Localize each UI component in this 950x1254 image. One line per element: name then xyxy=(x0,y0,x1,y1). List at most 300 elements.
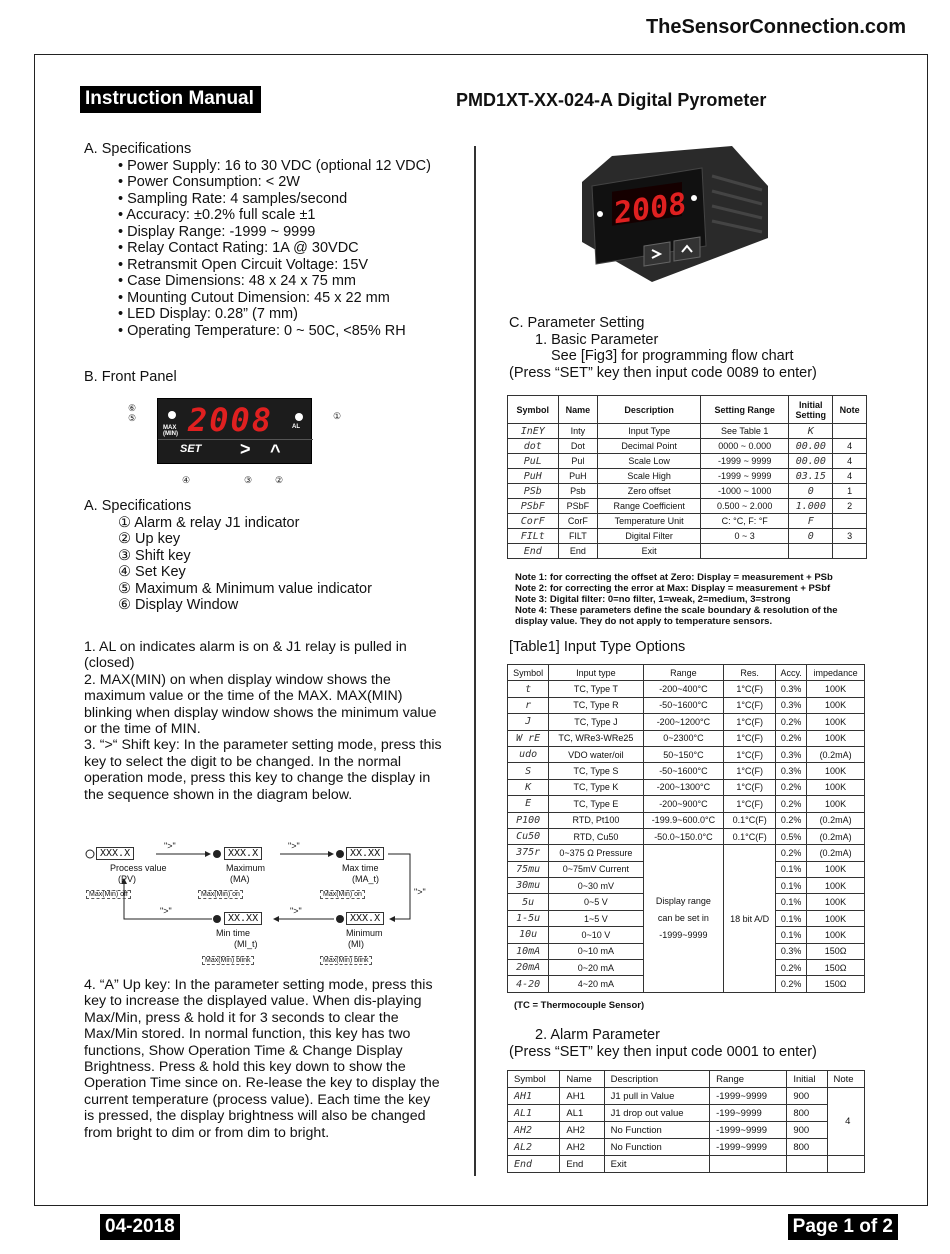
table-header: Symbol xyxy=(508,396,559,424)
table-cell: End xyxy=(558,544,598,559)
legend-item: ⑤ Maximum & Minimum value indicator xyxy=(118,580,372,597)
table-cell: RTD, Cu50 xyxy=(549,828,643,844)
table-cell: 100K xyxy=(807,910,865,926)
flow-label: (MI) xyxy=(348,939,364,949)
table-cell: -1000 ~ 1000 xyxy=(701,484,789,499)
spec-item: • LED Display: 0.28” (7 mm) xyxy=(118,306,298,322)
legend-item: ⑥ Display Window xyxy=(118,597,239,613)
table-cell: 0.3% xyxy=(776,746,807,762)
table-row xyxy=(508,529,867,544)
table-cell: TC, Type K xyxy=(549,779,643,795)
table-cell: 0~375 Ω Pressure xyxy=(549,845,643,861)
flow-label: Max time xyxy=(342,863,379,873)
table-cell: 1°C(F) xyxy=(724,714,776,730)
table-row xyxy=(508,714,865,730)
table-cell: 800 xyxy=(787,1105,827,1122)
table-cell: AH2 xyxy=(560,1139,604,1156)
table-cell: 5u xyxy=(508,894,549,910)
table-cell: Cu50 xyxy=(508,828,549,844)
param-note: Note 3: Digital filter: 0=no filter, 1=weak, 2=medium, 3=strong xyxy=(515,594,791,605)
table-cell: Input Type xyxy=(598,424,701,439)
table-cell: TC, Type J xyxy=(549,714,643,730)
maxmin-indicator-icon xyxy=(168,411,176,419)
table-header: Name xyxy=(560,1071,604,1088)
table-cell: 1°C(F) xyxy=(724,697,776,713)
table-row xyxy=(508,828,865,844)
table-cell: 4 xyxy=(833,469,867,484)
table-cell: AH1 xyxy=(560,1088,604,1105)
table-cell: Pul xyxy=(558,454,598,469)
table-cell: PuH xyxy=(558,469,598,484)
table-header: Setting Range xyxy=(701,396,789,424)
table-header: Symbol xyxy=(508,1071,560,1088)
table-cell: 100K xyxy=(807,763,865,779)
panel-separator xyxy=(158,439,313,440)
table-cell: CorF xyxy=(558,514,598,529)
table-cell: 0.500 ~ 2.000 xyxy=(701,499,789,514)
specifications-section xyxy=(84,141,464,339)
table-cell: 1°C(F) xyxy=(724,763,776,779)
table-cell: 0.1% xyxy=(776,894,807,910)
table-cell: -200~1200°C xyxy=(643,714,724,730)
legend-heading: A. Specifications xyxy=(84,498,192,514)
callout-6: ⑥ xyxy=(128,403,137,413)
table-cell: J1 drop out value xyxy=(604,1105,709,1122)
callout-4: ④ xyxy=(182,475,191,485)
table-cell xyxy=(827,1156,865,1173)
table-row xyxy=(508,424,867,439)
table-cell: 0.1% xyxy=(776,927,807,943)
date-badge: 04-2018 xyxy=(100,1214,180,1240)
table-cell: 100K xyxy=(807,927,865,943)
table-cell: 0~2300°C xyxy=(643,730,724,746)
table-cell: -1999~9999 xyxy=(710,1088,787,1105)
table-cell: K xyxy=(508,779,549,795)
flow-box-pv: XXX.X xyxy=(96,847,134,860)
table-cell: (0.2mA) xyxy=(807,845,865,861)
table-cell: udo xyxy=(508,746,549,762)
table-cell: -200~1300°C xyxy=(643,779,724,795)
table-cell: 1°C(F) xyxy=(724,796,776,812)
table-cell: 375r xyxy=(508,845,549,861)
table-cell: -1999~9999 xyxy=(710,1122,787,1139)
flow-maxmin-status: Max(Min) off xyxy=(86,890,131,899)
alarm-indicator-icon xyxy=(295,413,303,421)
table-cell: -200~900°C xyxy=(643,796,724,812)
table-cell xyxy=(833,544,867,559)
table-cell: Range Coefficient xyxy=(598,499,701,514)
table-cell: 0.2% xyxy=(776,714,807,730)
table-cell: 0.1% xyxy=(776,878,807,894)
table-cell: 100K xyxy=(807,697,865,713)
flow-box-min: XXX.X xyxy=(346,912,384,925)
table-cell: 00.00 xyxy=(789,454,833,469)
table-cell: -50.0~150.0°C xyxy=(643,828,724,844)
spec-item: • Sampling Rate: 4 samples/second xyxy=(118,190,348,207)
table-cell: 0 xyxy=(789,484,833,499)
table-cell: r xyxy=(508,697,549,713)
table-cell: No Function xyxy=(604,1139,709,1156)
table-header: Range xyxy=(643,665,724,681)
callout-2: ② xyxy=(275,475,284,485)
table-cell: Temperature Unit xyxy=(598,514,701,529)
table-cell: Scale High xyxy=(598,469,701,484)
table-cell: VDO water/oil xyxy=(549,746,643,762)
flow-label: Process value xyxy=(110,863,167,873)
product-photo xyxy=(582,146,772,282)
table-cell: TC, WRe3-WRe25 xyxy=(549,730,643,746)
table-cell: 1 xyxy=(833,484,867,499)
flow-box-max-time: XX.XX xyxy=(346,847,384,860)
table-cell: 0000 ~ 0.000 xyxy=(701,439,789,454)
press-set-text: (Press “SET” key then input code 0089 to enter) xyxy=(509,364,817,381)
flow-arrow-label: ">" xyxy=(290,906,302,916)
table-cell: 0.2% xyxy=(776,779,807,795)
table-cell: 1-5u xyxy=(508,910,549,926)
shift-key[interactable]: > xyxy=(240,439,251,459)
note-2: 2. MAX(MIN) on when display window shows the maximum value or the time of the MAX. MAX(MIN) blinking when display window shows the minimum value or the time of MIN. xyxy=(84,671,437,738)
manual-badge: Instruction Manual xyxy=(80,86,261,113)
front-panel-image xyxy=(157,398,312,464)
up-key[interactable]: ^ xyxy=(270,441,281,461)
callout-5: ⑤ xyxy=(128,413,137,423)
table-cell: PSbF xyxy=(558,499,598,514)
table-cell: Exit xyxy=(598,544,701,559)
table-header: Name xyxy=(558,396,598,424)
table-header: Symbol xyxy=(508,665,549,681)
table-cell: 100K xyxy=(807,779,865,795)
spec-item: • Mounting Cutout Dimension: 45 x 22 mm xyxy=(118,289,390,306)
table-cell: AH2 xyxy=(508,1122,560,1139)
table-cell: (0.2mA) xyxy=(807,746,865,762)
table-cell xyxy=(833,514,867,529)
table-cell: 900 xyxy=(787,1122,827,1139)
table-cell: 0.2% xyxy=(776,976,807,992)
table-row xyxy=(508,1139,865,1156)
table-cell: 4 xyxy=(833,454,867,469)
table-header: Note xyxy=(827,1071,865,1088)
table-cell: J1 pull in Value xyxy=(604,1088,709,1105)
table-row xyxy=(508,544,867,559)
table-cell: AL1 xyxy=(560,1105,604,1122)
flow-box-max: XXX.X xyxy=(224,847,262,860)
input-type-table xyxy=(507,664,865,993)
table-cell: FILt xyxy=(508,529,559,544)
table-cell: PSbF xyxy=(508,499,559,514)
table-cell: 0~5 V xyxy=(549,894,643,910)
table-cell: 75mu xyxy=(508,861,549,877)
legend-item: ② Up key xyxy=(118,531,181,547)
table-cell: AH2 xyxy=(560,1122,604,1139)
table-cell xyxy=(701,544,789,559)
table-cell: PuL xyxy=(508,454,559,469)
table-cell: 0.2% xyxy=(776,845,807,861)
table-cell: 0.5% xyxy=(776,828,807,844)
flow-arrow-label: ">" xyxy=(160,906,172,916)
table-cell: 100K xyxy=(807,730,865,746)
table-cell: -50~1600°C xyxy=(643,763,724,779)
table-cell: Zero offset xyxy=(598,484,701,499)
table-cell: End xyxy=(508,544,559,559)
table-cell: 0.1°C(F) xyxy=(724,812,776,828)
alarm-section xyxy=(509,1027,869,1060)
table-cell: (0.2mA) xyxy=(807,828,865,844)
table-header-row xyxy=(508,396,867,424)
table-cell: 1°C(F) xyxy=(724,681,776,697)
table-cell: PuH xyxy=(508,469,559,484)
photo-led-text: 2008 xyxy=(614,186,687,232)
flow-box-min-time: XX.XX xyxy=(224,912,262,925)
table-cell: J xyxy=(508,714,549,730)
table-row xyxy=(508,681,865,697)
flow-label: (MA_t) xyxy=(352,874,379,884)
flow-label: Minimum xyxy=(346,928,383,938)
table-cell: 4-20 xyxy=(508,976,549,992)
callout-3: ③ xyxy=(244,475,253,485)
spec-item: • Power Consumption: < 2W xyxy=(118,174,300,190)
specifications-heading: A. Specifications xyxy=(84,141,192,157)
table-cell: K xyxy=(789,424,833,439)
table-cell: 0.3% xyxy=(776,943,807,959)
table-cell: 0.1°C(F) xyxy=(724,828,776,844)
table-cell: AH1 xyxy=(508,1088,560,1105)
parameter-heading: C. Parameter Setting xyxy=(509,315,645,331)
table-cell: -1999 ~ 9999 xyxy=(701,454,789,469)
table-cell: 100K xyxy=(807,894,865,910)
spec-item: • Retransmit Open Circuit Voltage: 15V xyxy=(118,256,369,273)
param-note: Note 1: for correcting the offset at Zero: Display = measurement + PSb xyxy=(515,572,833,583)
note-1: 1. AL on indicates alarm is on & J1 relay is pulled in (closed) xyxy=(84,639,407,672)
table-cell: 0.1% xyxy=(776,910,807,926)
table-cell: 100K xyxy=(807,878,865,894)
table-cell: FILT xyxy=(558,529,598,544)
table-cell: -199~9999 xyxy=(710,1105,787,1122)
note-4: 4. “A” Up key: In the parameter setting mode, press this key to increase the displayed value. When dis-playing Max/Min, press & hold it for 3 seconds to clear the Max/Min stored. In normal function, this key has two functions, Show Operation Time & Change Display Brightness. Press & hold this key down to show the Operation Time since on. Re-lease the key to display the current temperature (process value). Each time the key is pressed, the display brightness will also be changed from bright to dim or from dim to bright. xyxy=(84,977,440,1141)
spec-item: • Display Range: -1999 ~ 9999 xyxy=(118,223,316,240)
table-header: Initial Setting xyxy=(789,396,833,424)
table-cell: RTD, Pt100 xyxy=(549,812,643,828)
table-cell: InEY xyxy=(508,424,559,439)
table-cell: 3 xyxy=(833,529,867,544)
table-cell: See Table 1 xyxy=(701,424,789,439)
table-cell: 0.3% xyxy=(776,681,807,697)
table-cell: 1°C(F) xyxy=(724,746,776,762)
table-cell: 0 xyxy=(789,529,833,544)
alarm-parameter-table xyxy=(507,1070,865,1173)
table-cell: TC, Type R xyxy=(549,697,643,713)
parameter-notes xyxy=(511,572,851,627)
table-row xyxy=(508,469,867,484)
flow-maxmin-status: Max(Min) blink xyxy=(320,956,372,965)
table-cell: 1°C(F) xyxy=(724,730,776,746)
table-row xyxy=(508,1105,865,1122)
flow-label: Min time xyxy=(216,928,251,938)
table-cell: 100K xyxy=(807,861,865,877)
legend-section xyxy=(84,498,464,614)
alarm-heading: 2. Alarm Parameter xyxy=(535,1027,660,1043)
merged-range-cell xyxy=(643,845,724,993)
merged-range-line: Display range xyxy=(655,896,711,907)
table-cell: W rE xyxy=(508,730,549,746)
legend-item: ④ Set Key xyxy=(118,564,186,580)
table-cell: PSb xyxy=(508,484,559,499)
flow-label: Maximum xyxy=(226,863,266,873)
site-name: TheSensorConnection.com xyxy=(645,16,906,38)
callout-1: ① xyxy=(333,411,342,421)
table-cell: 0.2% xyxy=(776,730,807,746)
table-cell: 30mu xyxy=(508,878,549,894)
param-note: Note 4: These parameters define the scale boundary & resolution of the display value. They do not apply to temperature sensors. xyxy=(515,605,838,627)
table-header: impedance xyxy=(807,665,865,681)
table-cell: 0.2% xyxy=(776,796,807,812)
table-cell: 100K xyxy=(807,796,865,812)
table-cell: C: °C, F: °F xyxy=(701,514,789,529)
table-cell: (0.2mA) xyxy=(807,812,865,828)
table-cell: -200~400°C xyxy=(643,681,724,697)
table-cell: 50~150°C xyxy=(643,746,724,762)
legend-item: ① Alarm & relay J1 indicator xyxy=(118,514,300,531)
table-row xyxy=(508,514,867,529)
table-cell: E xyxy=(508,796,549,812)
merged-range-line: -1999~9999 xyxy=(659,930,708,941)
merged-range-line: can be set in xyxy=(657,913,709,924)
note-3: 3. “>“ Shift key: In the parameter setting mode, press this key to select the digit to be changed. In the normal operation mode, press this key to change the display in the sequence shown in the diagram below. xyxy=(84,737,442,803)
table-row xyxy=(508,697,865,713)
table-cell: 0~20 mA xyxy=(549,960,643,976)
table-header: Input type xyxy=(549,665,643,681)
table-cell: 0~10 V xyxy=(549,927,643,943)
table-cell: F xyxy=(789,514,833,529)
table-cell: t xyxy=(508,681,549,697)
table-row xyxy=(508,779,865,795)
table-row xyxy=(508,763,865,779)
table-cell: End xyxy=(508,1156,560,1173)
table-cell: S xyxy=(508,763,549,779)
table-cell: Digital Filter xyxy=(598,529,701,544)
table-header-row xyxy=(508,665,865,681)
table-cell xyxy=(789,544,833,559)
flow-label: (PV) xyxy=(118,874,136,884)
table-cell: 150Ω xyxy=(807,976,865,992)
table-header-row xyxy=(508,1071,865,1088)
notes-block xyxy=(84,639,444,803)
flow-arrow-label: ">" xyxy=(414,887,426,897)
table-cell: 4 xyxy=(833,439,867,454)
table-cell: dot xyxy=(508,439,559,454)
table-cell: TC, Type T xyxy=(549,681,643,697)
table-row xyxy=(508,730,865,746)
table-cell: No Function xyxy=(604,1122,709,1139)
table-cell: 00.00 xyxy=(789,439,833,454)
table-cell: -199.9~600.0°C xyxy=(643,812,724,828)
table-row xyxy=(508,746,865,762)
table-cell: 2 xyxy=(833,499,867,514)
table-cell: CorF xyxy=(508,514,559,529)
see-fig-text: See [Fig3] for programming flow chart xyxy=(551,348,794,364)
table-cell: AL1 xyxy=(508,1105,560,1122)
table-row xyxy=(508,796,865,812)
set-key[interactable]: SET xyxy=(180,443,202,455)
spec-item: • Accuracy: ±0.2% full scale ±1 xyxy=(118,207,316,223)
table-cell: End xyxy=(560,1156,604,1173)
flow-maxmin-status: Max(Min) on xyxy=(320,890,365,899)
table1-heading: [Table1] Input Type Options xyxy=(509,639,686,655)
table-cell: -1999 ~ 9999 xyxy=(701,469,789,484)
table-cell: 150Ω xyxy=(807,943,865,959)
table-cell: 0.2% xyxy=(776,960,807,976)
spec-item: • Power Supply: 16 to 30 VDC (optional 12 VDC) xyxy=(118,157,431,174)
flow-label: (MA) xyxy=(230,874,250,884)
spec-item: • Operating Temperature: 0 ~ 50C, <85% RH xyxy=(118,322,406,339)
table-header: Initial xyxy=(787,1071,827,1088)
parameter-section xyxy=(509,315,869,381)
table-cell xyxy=(833,424,867,439)
table-row xyxy=(508,454,867,469)
flow-maxmin-status: Max(Min) on xyxy=(198,890,243,899)
spec-item: • Relay Contact Rating: 1A @ 30VDC xyxy=(118,240,359,256)
column-divider xyxy=(474,146,476,1176)
table-header: Description xyxy=(598,396,701,424)
tc-footnote: (TC = Thermocouple Sensor) xyxy=(514,1000,645,1011)
display-sequence-diagram xyxy=(84,835,444,973)
flow-label: (MI_t) xyxy=(234,939,258,949)
table-cell: 0~30 mV xyxy=(549,878,643,894)
table-cell: 20mA xyxy=(508,960,549,976)
table-cell: AL2 xyxy=(508,1139,560,1156)
table-header: Description xyxy=(604,1071,709,1088)
table-cell: -50~1600°C xyxy=(643,697,724,713)
table-cell: 1°C(F) xyxy=(724,779,776,795)
table-cell: Decimal Point xyxy=(598,439,701,454)
table-cell: 0.2% xyxy=(776,812,807,828)
table-cell: -1999~9999 xyxy=(710,1139,787,1156)
led-display: 2008 xyxy=(188,401,274,439)
alarm-note-cell: 4 xyxy=(827,1088,865,1156)
table-cell: 10mA xyxy=(508,943,549,959)
table-cell: 900 xyxy=(787,1088,827,1105)
table-cell: Scale Low xyxy=(598,454,701,469)
table-cell: 10u xyxy=(508,927,549,943)
document-title: PMD1XT-XX-024-A Digital Pyrometer xyxy=(456,90,767,110)
table-cell: Dot xyxy=(558,439,598,454)
basic-parameter-heading: 1. Basic Parameter xyxy=(535,331,659,348)
table-cell: 4~20 mA xyxy=(549,976,643,992)
flow-arrows xyxy=(84,835,444,973)
param-note: Note 2: for correcting the error at Max: Display = measurement + PSbf xyxy=(515,583,831,594)
table-row xyxy=(508,439,867,454)
table-row xyxy=(508,812,865,828)
table-cell: TC, Type E xyxy=(549,796,643,812)
table-header: Range xyxy=(710,1071,787,1088)
table-row xyxy=(508,1088,865,1105)
alarm-press-text: (Press “SET” key then input code 0001 to enter) xyxy=(509,1043,817,1060)
table-row xyxy=(508,845,865,861)
table-cell: 0.3% xyxy=(776,763,807,779)
table-cell: 0~75mV Current xyxy=(549,861,643,877)
table-cell: Exit xyxy=(604,1156,709,1173)
table-cell xyxy=(710,1156,787,1173)
table-cell: 100K xyxy=(807,681,865,697)
table-cell: 03.15 xyxy=(789,469,833,484)
flow-arrow-label: ">" xyxy=(164,841,176,851)
table-row xyxy=(508,1156,865,1173)
table-header: Note xyxy=(833,396,867,424)
table-cell: 0 ~ 3 xyxy=(701,529,789,544)
table-cell: TC, Type S xyxy=(549,763,643,779)
maxmin-label: MAX (MIN) xyxy=(163,425,178,437)
merged-res-cell: 18 bit A/D xyxy=(724,845,776,993)
table-header: Res. xyxy=(724,665,776,681)
